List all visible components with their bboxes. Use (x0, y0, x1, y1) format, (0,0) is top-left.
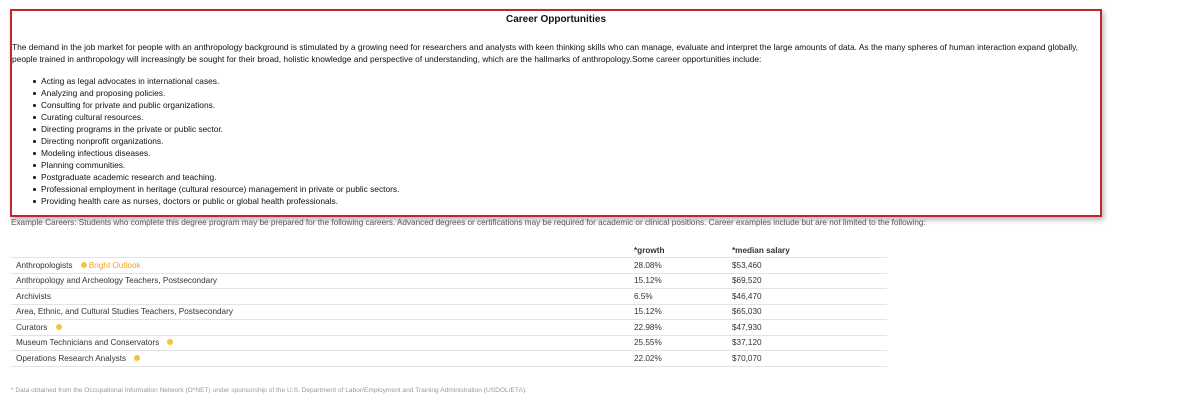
list-item: Planning communities. (41, 159, 399, 171)
career-link[interactable]: Anthropology and Archeology Teachers, Postsecondary (16, 276, 218, 286)
list-item: Directing programs in the private or public sector. (41, 123, 399, 135)
growth-cell: 25.55% (634, 335, 732, 351)
list-item: Acting as legal advocates in international cases. (41, 75, 399, 87)
list-item: Modeling infectious diseases. (41, 147, 399, 159)
data-source-footnote: * Data obtained from the Occupational Information Network (O*NET) under sponsorship of the U.S. Department of Labor/Employment and Training Administration (USDOL/ETA). (11, 387, 527, 394)
salary-cell: $65,030 (732, 304, 887, 320)
career-name-cell (11, 335, 634, 351)
growth-cell: 28.08% (634, 258, 732, 274)
salary-cell: $69,520 (732, 273, 887, 289)
bright-outlook-label: Bright Outlook (88, 260, 141, 270)
list-item: Consulting for private and public organizations. (41, 99, 399, 111)
career-link[interactable]: Curators (16, 322, 48, 332)
career-link[interactable]: Anthropologists (16, 260, 73, 270)
list-item: Professional employment in heritage (cultural resource) management in private or public sectors. (41, 184, 400, 194)
list-item: Analyzing and proposing policies. (41, 87, 399, 99)
career-name-cell (11, 320, 634, 336)
growth-cell: 22.98% (634, 320, 732, 336)
table-row (11, 304, 887, 320)
intro-paragraph: The demand in the job market for people with an anthropology background is stimulated by a growing need for researchers and analysts with keen thinking skills who can manage, evaluate and interpret the large amounts of data. As the many spheres of human interaction expand globally, people trained in anthropology will increasingly be sought for their broad, holistic knowledge and perspective of understanding, which are the hallmarks of anthropology.Some career opportunities include: (12, 42, 1078, 64)
careers-table (11, 243, 887, 367)
career-opportunities-section (10, 9, 1102, 217)
bright-outlook-badge[interactable] (167, 338, 175, 347)
table-header-row (11, 243, 887, 258)
list-item: Postgraduate academic research and teaching. (41, 171, 399, 183)
career-name-cell (11, 304, 634, 320)
growth-cell: 15.12% (634, 304, 732, 320)
bright-outlook-badge[interactable] (56, 323, 64, 332)
bright-outlook-badge[interactable] (81, 261, 141, 270)
salary-cell: $37,120 (732, 335, 887, 351)
bright-outlook-icon (81, 262, 87, 268)
growth-cell: 15.12% (634, 273, 732, 289)
table-row (11, 273, 887, 289)
list-item: Curating cultural resources. (41, 111, 399, 123)
career-link[interactable]: Archivists (16, 291, 52, 301)
bright-outlook-badge[interactable] (134, 354, 142, 363)
table-row (11, 289, 887, 305)
career-link[interactable]: Area, Ethnic, and Cultural Studies Teachers, Postsecondary (16, 307, 233, 317)
section-title: Career Opportunities (505, 14, 607, 25)
career-link[interactable]: Operations Research Analysts (16, 353, 127, 363)
salary-cell: $70,070 (732, 351, 887, 367)
career-link[interactable]: Museum Technicians and Conservators (16, 338, 160, 348)
career-name-cell (11, 258, 634, 274)
table-row (11, 335, 887, 351)
header-growth: *growth (634, 245, 665, 255)
opportunities-list (12, 75, 399, 207)
salary-cell: $47,930 (732, 320, 887, 336)
growth-cell: 6.5% (634, 289, 732, 305)
header-career (11, 243, 634, 258)
bright-outlook-icon (56, 324, 62, 330)
salary-cell: $46,470 (732, 289, 887, 305)
bright-outlook-icon (134, 355, 140, 361)
table-row (11, 320, 887, 336)
list-item: Directing nonprofit organizations. (41, 135, 399, 147)
table-row (11, 258, 887, 274)
bright-outlook-icon (167, 339, 173, 345)
list-item: Providing health care as nurses, doctors or public or global health professionals. (41, 195, 399, 207)
growth-cell: 22.02% (634, 351, 732, 367)
career-name-cell (11, 273, 634, 289)
salary-cell: $53,460 (732, 258, 887, 274)
career-name-cell (11, 351, 634, 367)
example-careers-text: Example Careers: Students who complete this degree program may be prepared for the following careers. Advanced degrees or certifications may be required for academic or clinical positions. Career examples include but are not limited to the following: (11, 218, 926, 227)
career-name-cell (11, 289, 634, 305)
table-row (11, 351, 887, 367)
header-salary: *median salary (732, 245, 790, 255)
